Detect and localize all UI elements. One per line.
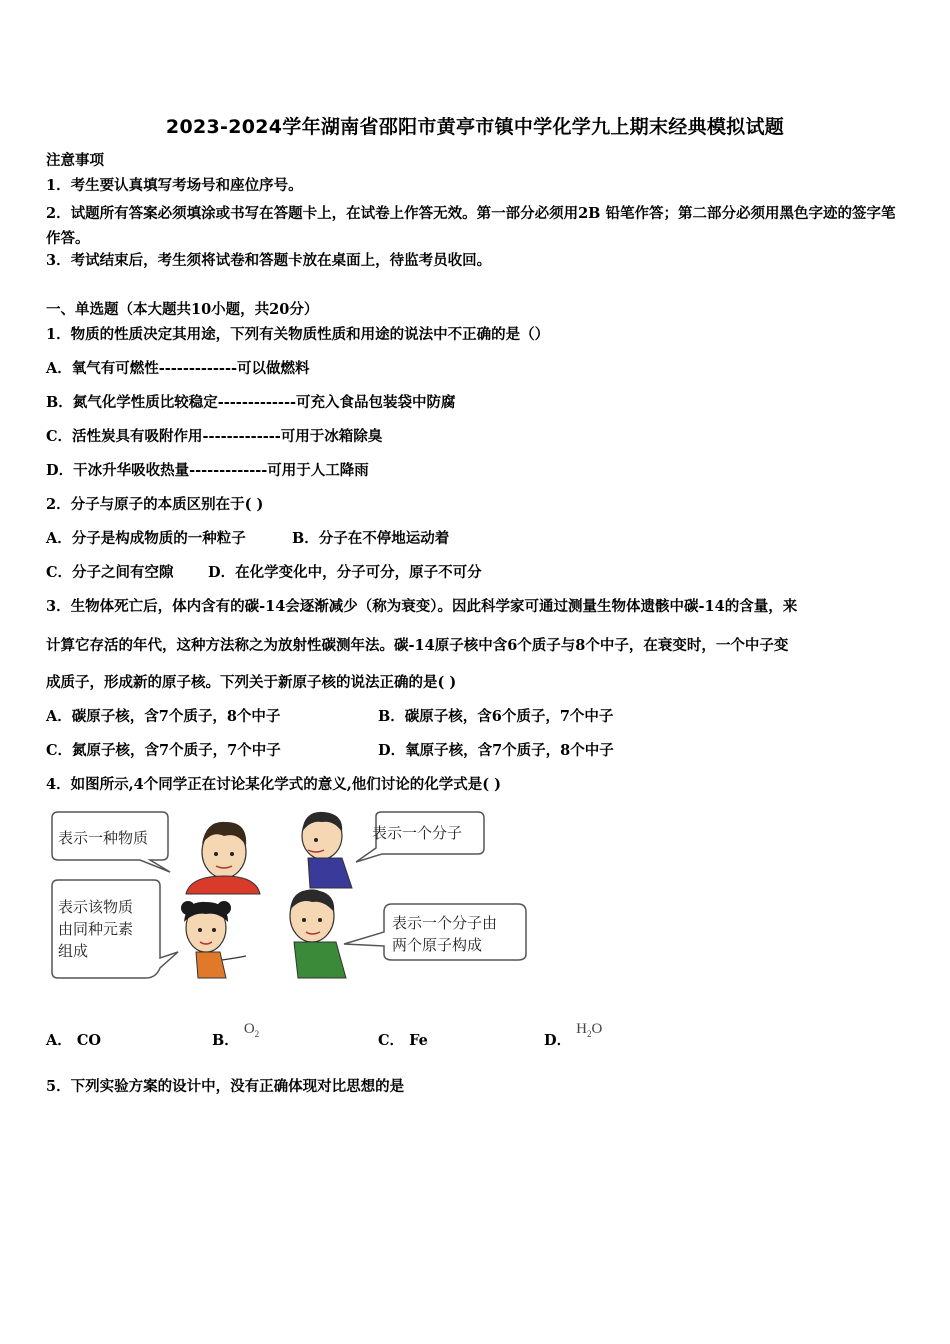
student-2-figure: [302, 812, 352, 888]
question-3-stem-line: 3．生物体死亡后，体内含有的碳-14会逐渐减少（称为衰变）。因此科学家可通过测量生物体遗骸中碳-14的含量，来: [46, 598, 798, 615]
question-2-option-c: C．分子之间有空隙: [46, 564, 174, 581]
question-2-option-a: A．分子是构成物质的一种粒子: [46, 530, 246, 547]
question-2-stem: 2．分子与原子的本质区别在于( ): [46, 496, 264, 513]
speech-bubble-2: [356, 812, 484, 862]
question-3-option-a: A．碳原子核，含7个质子，8个中子: [46, 708, 281, 725]
notice-heading: 注意事项: [46, 152, 104, 169]
discussion-illustration: [46, 808, 536, 988]
question-5-stem: 5．下列实验方案的设计中，没有正确体现对比思想的是: [46, 1078, 405, 1095]
bubble-text: 组成: [58, 942, 89, 960]
bubble-text: 表示一种物质: [58, 829, 149, 847]
section-heading: 一、单选题（本大题共10小题，共20分）: [46, 301, 319, 318]
question-3-option-c: C．氮原子核，含7个质子，7个中子: [46, 742, 281, 759]
question-1-option-c: C．活性炭具有吸附作用-------------可用于冰箱除臭: [46, 428, 383, 445]
speech-bubble-1: [52, 812, 170, 872]
question-4-option-a: [46, 1031, 101, 1051]
option-letter: D．: [544, 1032, 572, 1049]
bubble-text: 表示一个分子由: [392, 914, 498, 932]
notice-item: 3．考试结束后，考生须将试卷和答题卡放在桌面上，待监考员收回。: [46, 252, 492, 269]
option-letter: A．: [46, 1032, 72, 1049]
student-4-figure: [290, 890, 346, 978]
speech-bubble-4: [344, 904, 526, 960]
notice-item: 1．考生要认真填写考场号和座位序号。: [46, 177, 303, 194]
bubble-text: 两个原子构成: [392, 936, 483, 954]
question-4-stem: 4．如图所示,4个同学正在讨论某化学式的意义,他们讨论的化学式是( ): [46, 776, 502, 793]
option-formula: Fe: [409, 1032, 428, 1049]
bubble-text: 表示该物质: [58, 898, 134, 916]
option-formula: $O_2$: [243, 1021, 260, 1039]
question-1-stem: 1．物质的性质决定其用途，下列有关物质性质和用途的说法中不正确的是（）: [46, 326, 550, 343]
question-4-option-d: [544, 1021, 603, 1056]
bubble-text: 由同种元素: [58, 920, 134, 938]
question-2-option-d: D．在化学变化中，分子可分，原子不可分: [208, 564, 482, 581]
question-1-option-b: B．氮气化学性质比较稳定-------------可充入食品包装袋中防腐: [46, 394, 456, 411]
question-3-option-b: B．碳原子核，含6个质子，7个中子: [378, 708, 614, 725]
option-formula: $H_2O$: [576, 1021, 603, 1039]
question-4-option-c: [378, 1031, 428, 1051]
option-letter: B．: [212, 1032, 239, 1049]
notice-item: 2．试题所有答案必须填涂或书写在答题卡上，在试卷上作答无效。第一部分必须用2B 铅笔作答；第二部分必须用黑色字迹的签字笔作答。: [46, 205, 896, 247]
question-1-option-d: D．干冰升华吸收热量-------------可用于人工降雨: [46, 462, 369, 479]
student-1-figure: [186, 822, 260, 894]
page-title: 2023-2024学年湖南省邵阳市黄亭市镇中学化学九上期末经典模拟试题: [165, 116, 785, 138]
option-letter: C．: [378, 1032, 405, 1049]
question-3-option-d: D．氧原子核，含7个质子，8个中子: [378, 742, 614, 759]
bubble-text: 表示一个分子: [372, 824, 463, 842]
option-formula: CO: [76, 1032, 101, 1049]
question-2-option-b: B．分子在不停地运动着: [292, 530, 450, 547]
question-3-stem-line: 计算它存活的年代，这种方法称之为放射性碳测年法。碳-14原子核中含6个质子与8个中子，在衰变时，一个中子变: [46, 637, 789, 654]
speech-bubble-3: [52, 880, 178, 978]
question-3-stem-line: 成质子，形成新的原子核。下列关于新原子核的说法正确的是( ): [46, 674, 457, 691]
student-3-figure: [181, 901, 246, 978]
question-1-option-a: A．氧气有可燃性-------------可以做燃料: [46, 360, 310, 377]
question-4-option-b: [212, 1021, 260, 1056]
